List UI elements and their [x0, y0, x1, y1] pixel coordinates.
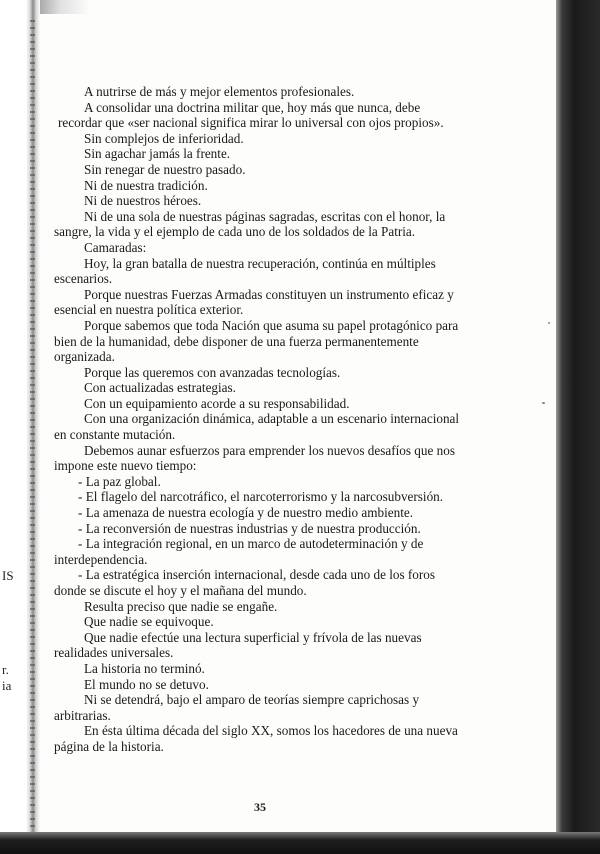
text-line: Con una organización dinámica, adaptable a un escenario internacional: [84, 411, 460, 427]
text-line: Ni de una sola de nuestras páginas sagradas, escritas con el honor, la: [84, 208, 446, 224]
scan-speck: [542, 402, 545, 404]
text-line: en constante mutación.: [54, 427, 176, 443]
margin-fragment: IS: [2, 568, 14, 583]
text-line: Ni se detendrá, bajo el amparo de teorías siempre caprichosas y: [84, 692, 420, 708]
scan-shadow-top: [0, 0, 600, 14]
text-line: Con un equipamiento acorde a su responsabilidad.: [84, 395, 350, 411]
text-line: realidades universales.: [54, 645, 174, 661]
text-line: sangre, la vida y el ejemplo de cada uno de los soldados de la Patria.: [54, 224, 416, 240]
scan-shadow-bottom: [0, 832, 600, 854]
text-line: Que nadie efectúe una lectura superficial y frívola de las nuevas: [84, 629, 422, 645]
text-line: Porque sabemos que toda Nación que asuma su papel protagónico para: [84, 317, 459, 333]
text-line: A nutrirse de más y mejor elementos profesionales.: [84, 84, 355, 99]
text-line: Ni de nuestros héroes.: [84, 193, 202, 209]
text-line: - La paz global.: [78, 473, 161, 489]
text-line: Sin agachar jamás la frente.: [84, 146, 231, 162]
binding-edge-marks: [30, 20, 35, 830]
scan-shadow-right: [556, 0, 600, 854]
text-line: página de la historia.: [54, 738, 164, 754]
text-line: Con actualizadas estrategias.: [84, 380, 236, 396]
margin-fragment: ia: [2, 678, 12, 693]
text-line: interdependencia.: [54, 551, 148, 567]
page-number: 35: [254, 800, 266, 814]
text-line: Porque las queremos con avanzadas tecnologías.: [84, 364, 341, 380]
text-line: arbitrarias.: [54, 707, 111, 723]
text-line: organizada.: [54, 349, 115, 365]
scan-speck: [548, 322, 550, 324]
text-line: esencial en nuestra política exterior.: [54, 302, 244, 318]
text-line: donde se discute el hoy y el mañana del mundo.: [54, 583, 307, 598]
margin-fragment: r.: [2, 662, 9, 677]
text-line: escenarios.: [54, 271, 113, 287]
text-line: En ésta última década del siglo XX, somos los hacedores de una nueva: [84, 723, 458, 739]
text-line: recordar que «ser nacional significa mirar lo universal con ojos propios».: [58, 115, 444, 131]
text-line: - La reconversión de nuestras industrias y de nuestra producción.: [78, 520, 421, 536]
text-line: El mundo no se detuvo.: [84, 676, 209, 692]
text-line: Sin renegar de nuestro pasado.: [84, 161, 246, 177]
text-line: - El flagelo del narcotráfico, el narcoterrorismo y la narcosubversión.: [78, 489, 444, 505]
text-line: Camaradas:: [84, 239, 147, 255]
body-text: [54, 84, 466, 755]
text-line: Ni de nuestra tradición.: [84, 177, 208, 193]
text-line: A consolidar una doctrina militar que, hoy más que nunca, debe: [84, 99, 421, 115]
text-line: Debemos aunar esfuerzos para emprender los nuevos desafíos que nos: [84, 442, 455, 458]
text-line: Resulta preciso que nadie se engañe.: [84, 598, 278, 614]
text-line: Porque nuestras Fuerzas Armadas constituyen un instrumento eficaz y: [84, 286, 454, 302]
text-line: La historia no terminó.: [84, 660, 205, 676]
text-line: Hoy, la gran batalla de nuestra recuperación, continúa en múltiples: [84, 255, 436, 271]
text-line: - La amenaza de nuestra ecología y de nuestro medio ambiente.: [78, 505, 414, 521]
text-line: - La integración regional, en un marco de autodeterminación y de: [78, 536, 424, 552]
text-line: - La estratégica inserción internacional, desde cada uno de los foros: [78, 567, 436, 583]
text-line: bien de la humanidad, debe disponer de una fuerza permanentemente: [54, 333, 419, 349]
text-line: Sin complejos de inferioridad.: [84, 130, 244, 146]
text-line: impone este nuevo tiempo:: [54, 458, 197, 474]
text-line: Que nadie se equivoque.: [84, 614, 214, 630]
